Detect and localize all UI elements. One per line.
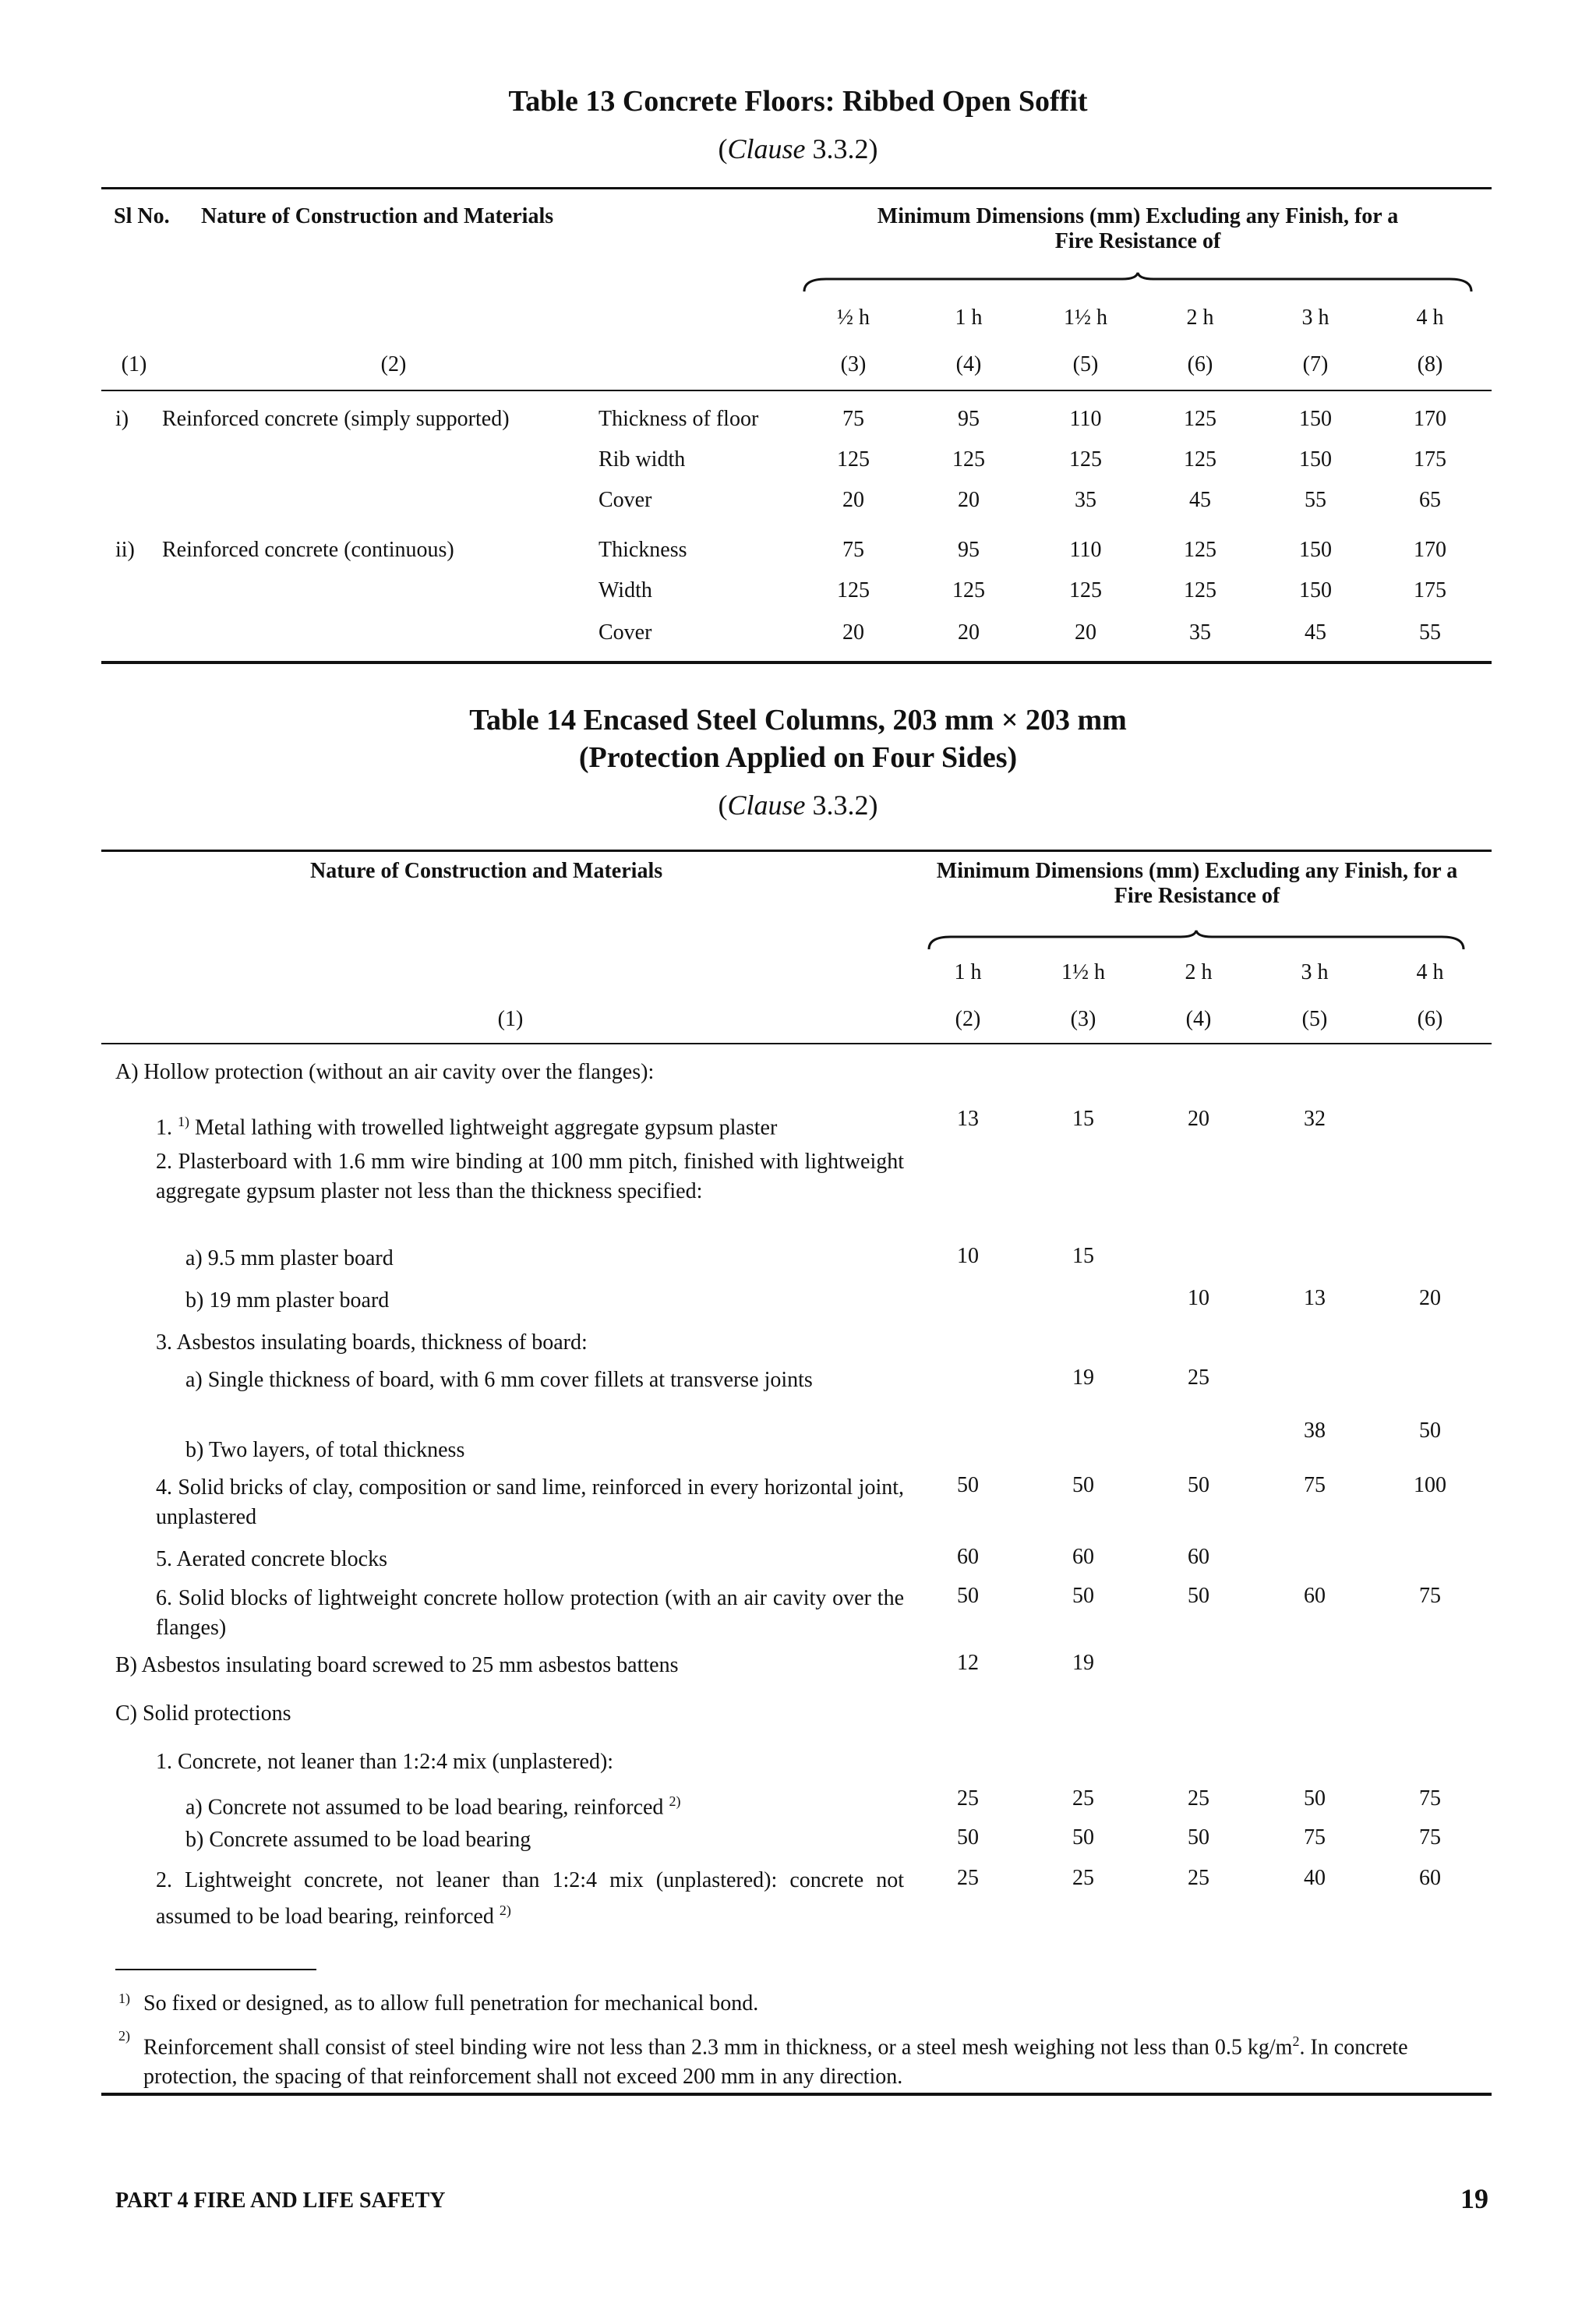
table14-cell: 75 [1419,1786,1441,1811]
table13-cell: 55 [1419,620,1441,645]
table14-cell: 25 [957,1786,979,1811]
page-bottom-rule [101,2093,1492,2096]
table13-column-number: (4) [955,352,982,376]
table14-cell: 50 [1188,1473,1209,1497]
table13-cell: 125 [952,578,985,602]
table14-cell: 25 [1188,1786,1209,1811]
table14-period: 4 h [1416,960,1444,984]
table14-cell: 75 [1304,1473,1326,1497]
table14-cell: 60 [1304,1584,1326,1608]
table14-cell: 10 [957,1244,979,1268]
table13-header-sl: Sl No. [114,204,170,228]
table14-header-brace [927,929,1465,952]
footer-part-title: PART 4 FIRE AND LIFE SAFETY [115,2189,446,2213]
table14-header-nature: Nature of Construction and Materials [310,859,663,883]
table13-column-number: (2) [380,352,407,376]
table13-cell: 150 [1299,407,1332,431]
table13-row-sub: Cover [598,488,652,512]
table13-cell: 45 [1305,620,1326,645]
table13-header-brace [803,271,1473,295]
table13-column-number: (3) [840,352,867,376]
table14-row-label: C) Solid protections [115,1701,291,1726]
table14-cell: 50 [957,1473,979,1497]
table14-cell: 12 [957,1651,979,1675]
table14-cell: 20 [1419,1286,1441,1310]
table14-period: 1 h [954,960,982,984]
table13-clause: (Clause 3.3.2) [718,133,878,164]
table14-period: 1½ h [1061,960,1105,984]
table14-cell: 60 [1188,1545,1209,1569]
table13-cell: 95 [958,407,980,431]
table13-cell: 20 [842,488,864,512]
table13-cell: 20 [958,620,980,645]
table14-period: 2 h [1185,960,1213,984]
table14-cell: 25 [1072,1786,1094,1811]
table13-cell: 125 [837,578,870,602]
table14-title-line2: (Protection Applied on Four Sides) [578,741,1018,774]
table13-cell: 20 [958,488,980,512]
table13-cell: 110 [1069,407,1102,431]
table13-clause-word: Clause [727,133,806,164]
table14-cell: 25 [957,1866,979,1890]
table13-row-nature: Reinforced concrete (continuous) [162,538,454,562]
table14-cell: 75 [1419,1584,1441,1608]
table13-clause-num: 3.3.2 [812,133,869,164]
table14-title-line1: Table 14 Encased Steel Columns, 203 mm × 203 mm [469,704,1127,737]
table13-row-sub: Thickness of floor [598,407,759,431]
table13-cell: 150 [1299,538,1332,562]
table14-clause-num: 3.3.2 [812,790,869,821]
table14-row-label: a) 9.5 mm plaster board [185,1246,394,1270]
table14-cell: 60 [1419,1866,1441,1890]
table13-period: ½ h [837,306,870,330]
footnote-text: Reinforcement shall consist of steel binding wire not less than 2.3 mm in thickness, or a steel mesh weighing not less than 0.5 $kg/m^2$. In concrete protection, the spacing of that reinforcement shall not exceed 200 mm in any direction. [143,2033,1408,2090]
table14-period: 3 h [1301,960,1329,984]
table14-row-label: 6. Solid blocks of lightweight concrete hollow protection (with an air cavity over the flanges) [156,1586,904,1640]
table14-cell: 13 [957,1107,979,1131]
table13-top-rule [101,187,1492,189]
table14-column-number: (6) [1417,1007,1443,1031]
table13-cell: 55 [1305,488,1326,512]
table13-cell: 110 [1069,538,1102,562]
table13-cell: 95 [958,538,980,562]
table14-cell: 19 [1072,1366,1094,1390]
table14-column-number: (3) [1070,1007,1096,1031]
table14-row-label: b) Concrete assumed to be load bearing [185,1828,531,1852]
table14-column-number: (2) [955,1007,981,1031]
table13-cell: 125 [952,447,985,472]
table14-cell: 25 [1188,1866,1209,1890]
table13-cell: 175 [1414,447,1446,472]
table13-cell: 150 [1299,447,1332,472]
footnote-text: So fixed or designed, as to allow full penetration for mechanical bond. [143,1991,759,2016]
table13-bottom-rule [101,661,1492,664]
table14-cell: 50 [957,1584,979,1608]
table13-cell: 35 [1189,620,1211,645]
table14-header-rule [101,1043,1492,1044]
table14-cell: 40 [1304,1866,1326,1890]
table13-column-number: (8) [1417,352,1443,376]
table14-row-label: 2. Plasterboard with 1.6 mm wire binding at 100 mm pitch, finished with lightweight aggregate gypsum plaster not less than the thickness specified: [156,1150,904,1203]
table13-cell: 65 [1419,488,1441,512]
table13-row-sub: Rib width [598,447,686,472]
table14-column-number: (1) [497,1007,524,1031]
table13-cell: 45 [1189,488,1211,512]
table13-cell: 75 [842,538,864,562]
table14-cell: 60 [957,1545,979,1569]
table14-row-label: A) Hollow protection (without an air cavity over the flanges): [115,1060,655,1084]
table14-column-number: (4) [1185,1007,1212,1031]
table14-column-number: (5) [1301,1007,1328,1031]
table13-cell: 170 [1414,407,1446,431]
table14-cell: 50 [1072,1584,1094,1608]
table14-row-label: a) Concrete not assumed to be load bearing, reinforced $^{2)}$ [185,1793,681,1820]
table14-cell: 15 [1072,1244,1094,1268]
table13-column-number: (6) [1187,352,1213,376]
table14-cell: 32 [1304,1107,1326,1131]
table13-column-number: (7) [1302,352,1329,376]
table14-cell: 50 [1072,1473,1094,1497]
table14-row-label: b) Two layers, of total thickness [185,1438,465,1462]
table13-header-nature: Nature of Construction and Materials [201,204,554,228]
table14-row-label: 1. $^{1)}$ Metal lathing with trowelled lightweight aggregate gypsum plaster [156,1114,778,1140]
table13-cell: 150 [1299,578,1332,602]
table14-row-label: 1. Concrete, not leaner than 1:2:4 mix (unplastered): [156,1750,614,1774]
table13-column-number: (5) [1072,352,1099,376]
table14-cell: 50 [1188,1825,1209,1850]
table13-cell: 125 [1184,407,1216,431]
table14-cell: 75 [1419,1825,1441,1850]
table13-period: 2 h [1186,306,1214,330]
table13-row-sub: Thickness [598,538,687,562]
table13-header-rule [101,390,1492,391]
table13-cell: 125 [837,447,870,472]
table14-cell: 13 [1304,1286,1326,1310]
table14-row-label: 3. Asbestos insulating boards, thickness of board: [156,1330,588,1355]
table13-title: Table 13 Concrete Floors: Ribbed Open Soffit [508,85,1088,118]
table14-row-label: 4. Solid bricks of clay, composition or sand lime, reinforced in every horizontal joint, unplastered [156,1475,904,1529]
table14-cell: 50 [1072,1825,1094,1850]
table13-row-sub: Width [598,578,652,602]
table14-cell: 50 [1419,1419,1441,1443]
table14-cell: 25 [1072,1866,1094,1890]
table13-cell: 125 [1069,578,1102,602]
table14-cell: 60 [1072,1545,1094,1569]
table13-row-sl: ii) [115,538,135,562]
table14-top-rule [101,850,1492,852]
table13-column-number: (1) [121,352,147,376]
table14-clause-word: Clause [727,790,806,821]
table13-row-sub: Cover [598,620,652,645]
table14-row-label: 5. Aerated concrete blocks [156,1547,387,1571]
table14-cell: 100 [1414,1473,1446,1497]
table14-row-label: 2. Lightweight concrete, not leaner than 1:2:4 mix (unplastered): concrete not assumed to be load bearing, reinforced $^{2)}$ [156,1868,904,1929]
table13-row-nature: Reinforced concrete (simply supported) [162,407,510,431]
table14-row-label: a) Single thickness of board, with 6 mm cover fillets at transverse joints [185,1368,813,1392]
table14-cell: 20 [1188,1107,1209,1131]
table13-cell: 35 [1075,488,1096,512]
table13-header-min-dims: Minimum Dimensions (mm) Excluding any Finish, for a Fire Resistance of [877,204,1399,253]
table14-cell: 25 [1188,1366,1209,1390]
table14-header-min-dims: Minimum Dimensions (mm) Excluding any Finish, for a Fire Resistance of [936,859,1458,908]
table14-cell: 50 [1304,1786,1326,1811]
table13-period: 3 h [1301,306,1329,330]
footnote-separator [115,1969,316,1970]
table14-cell: 50 [957,1825,979,1850]
table14-cell: 50 [1188,1584,1209,1608]
table13-cell: 125 [1184,447,1216,472]
table14-row-label: B) Asbestos insulating board screwed to 25 mm asbestos battens [115,1653,679,1677]
table14-cell: 10 [1188,1286,1209,1310]
page-number: 19 [1460,2183,1488,2214]
table14-cell: 15 [1072,1107,1094,1131]
table14-clause: (Clause 3.3.2) [718,790,878,821]
table13-cell: 125 [1184,578,1216,602]
table13-cell: 175 [1414,578,1446,602]
footnote-mark: 1) [118,1991,130,2006]
table13-cell: 125 [1069,447,1102,472]
table13-cell: 75 [842,407,864,431]
table13-period: 4 h [1416,306,1444,330]
table14-cell: 38 [1304,1419,1326,1443]
table13-cell: 125 [1184,538,1216,562]
table14-cell: 19 [1072,1651,1094,1675]
table13-period: 1½ h [1064,306,1107,330]
table13-row-sl: i) [115,407,129,431]
table13-cell: 20 [842,620,864,645]
footnote-mark: 2) [118,2028,130,2044]
table14-row-label: b) 19 mm plaster board [185,1288,390,1313]
table13-cell: 170 [1414,538,1446,562]
table14-cell: 75 [1304,1825,1326,1850]
table13-period: 1 h [955,306,983,330]
table13-cell: 20 [1075,620,1096,645]
